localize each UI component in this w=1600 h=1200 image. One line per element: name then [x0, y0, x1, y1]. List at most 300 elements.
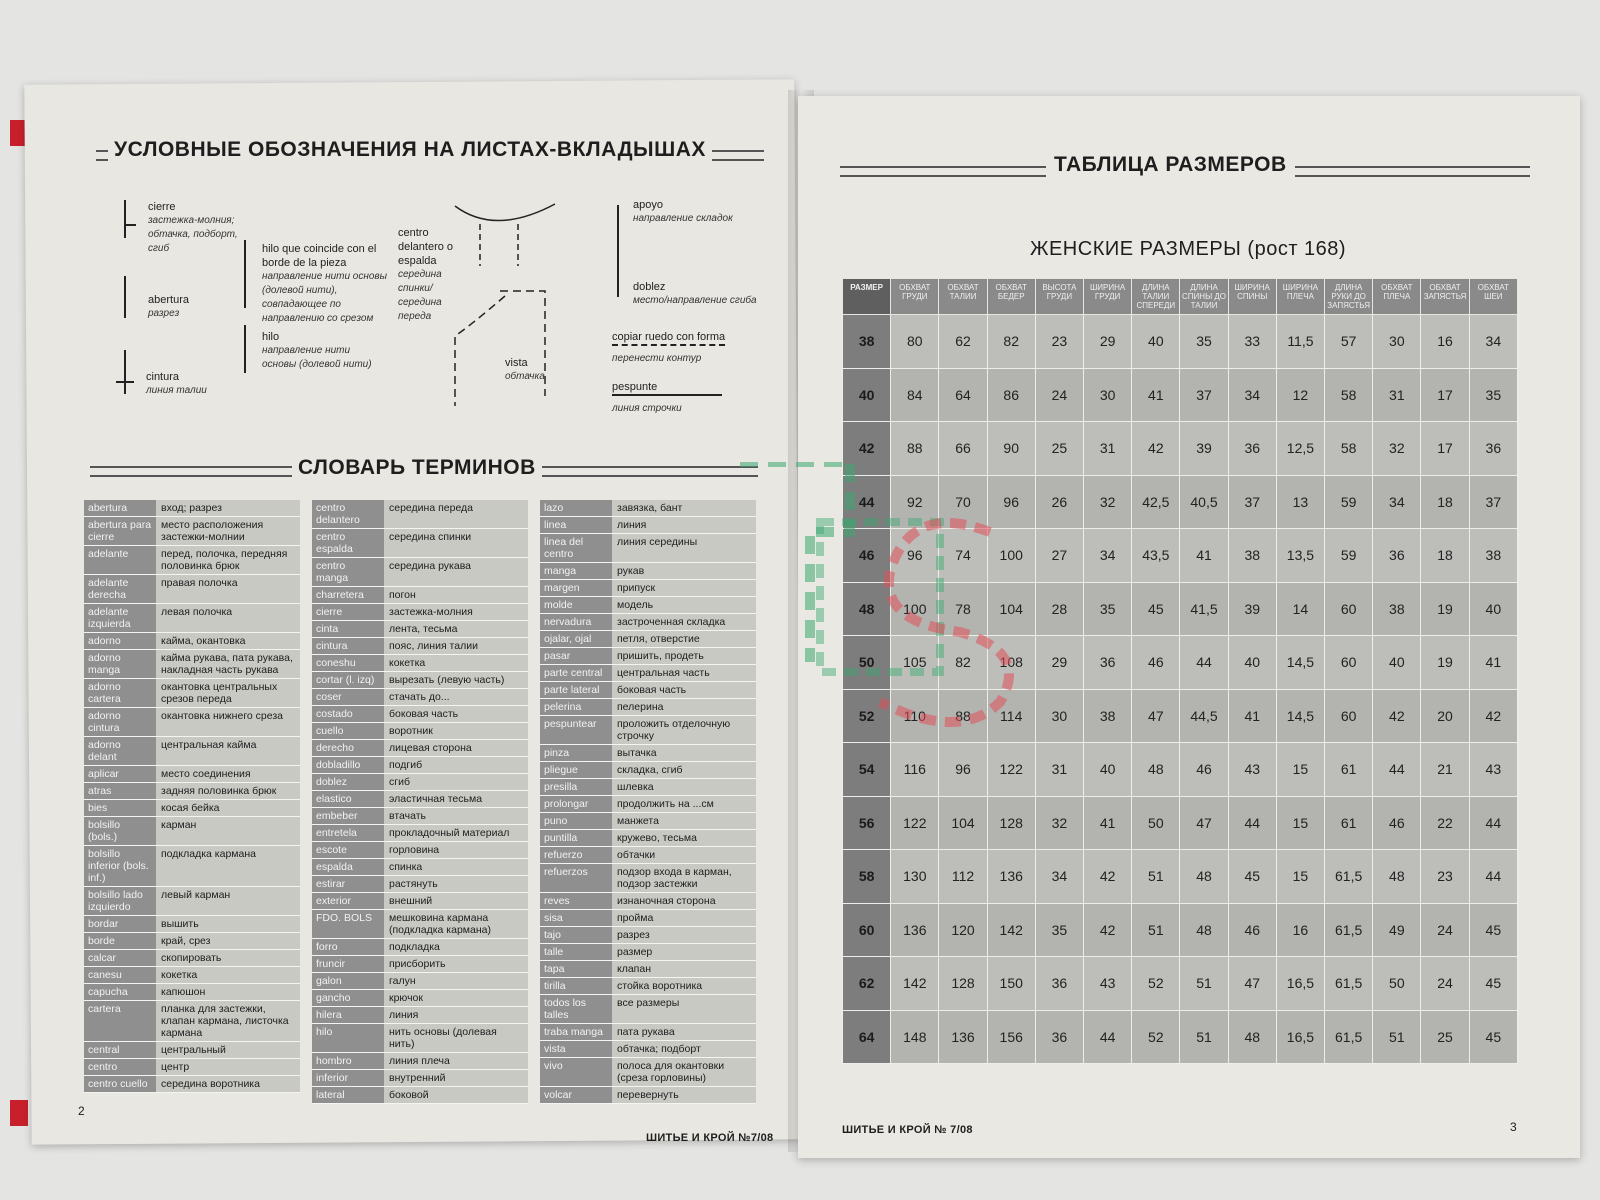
- glossary-entry: [540, 779, 756, 796]
- measurement-cell: 40: [1084, 743, 1132, 797]
- measurement-cell: 61,5: [1325, 1010, 1373, 1064]
- size-value: 42: [843, 422, 891, 476]
- measurement-cell: 27: [1035, 529, 1083, 583]
- legend-es-label: vista: [505, 357, 528, 369]
- glossary-term-ru: левая полочка: [156, 604, 300, 632]
- glossary-term-ru: горловина: [384, 842, 528, 858]
- glossary-term-es: cuello: [312, 723, 384, 739]
- measurement-cell: 58: [1325, 422, 1373, 476]
- measurement-cell: 36: [1084, 636, 1132, 690]
- measurement-cell: 34: [1035, 850, 1083, 904]
- measurement-cell: 36: [1035, 957, 1083, 1011]
- glossary-term-es: prolongar: [540, 796, 612, 812]
- size-table-column-header: ОБХВАТ ПЛЕЧА: [1373, 279, 1421, 315]
- measurement-cell: 34: [1373, 475, 1421, 529]
- measurement-cell: 110: [891, 689, 939, 743]
- measurement-cell: 61,5: [1325, 903, 1373, 957]
- measurement-cell: 40: [1132, 315, 1180, 369]
- measurement-cell: 122: [987, 743, 1035, 797]
- glossary-term-es: adelante izquierda: [84, 604, 156, 632]
- measurement-cell: 57: [1325, 315, 1373, 369]
- measurement-cell: 45: [1469, 1010, 1517, 1064]
- measurement-cell: 43,5: [1132, 529, 1180, 583]
- measurement-cell: 60: [1325, 689, 1373, 743]
- measurement-cell: 90: [987, 422, 1035, 476]
- measurement-cell: 44: [1469, 850, 1517, 904]
- glossary-entry: [312, 1070, 528, 1087]
- measurement-cell: 36: [1373, 529, 1421, 583]
- legend-es-label: hilo que coincide con el borde de la pieza: [262, 243, 377, 269]
- measurement-cell: 17: [1421, 422, 1469, 476]
- glossary-entry: [312, 587, 528, 604]
- measurement-cell: 136: [891, 903, 939, 957]
- glossary-entry: [312, 500, 528, 529]
- waist-symbol: [124, 350, 126, 394]
- measurement-cell: 29: [1035, 636, 1083, 690]
- glossary-entry: [84, 737, 300, 766]
- glossary-entry: [540, 580, 756, 597]
- opening-symbol: [124, 276, 126, 318]
- measurement-cell: 13,5: [1276, 529, 1324, 583]
- glossary-term-ru: середина рукава: [384, 558, 528, 586]
- legend-item-hilo: [262, 330, 380, 372]
- size-table-row: [843, 582, 1518, 636]
- measurement-cell: 24: [1035, 368, 1083, 422]
- size-table-column-header: ШИРИНА ПЛЕЧА: [1276, 279, 1324, 315]
- measurement-cell: 60: [1325, 582, 1373, 636]
- glossary-term-es: reves: [540, 893, 612, 909]
- measurement-cell: 38: [1373, 582, 1421, 636]
- glossary-term-es: hilera: [312, 1007, 384, 1023]
- glossary-term-es: abertura para cierre: [84, 517, 156, 545]
- measurement-cell: 44: [1373, 743, 1421, 797]
- size-table-row: [843, 796, 1518, 850]
- cover-edge-marker: [10, 1100, 28, 1126]
- measurement-cell: 47: [1228, 957, 1276, 1011]
- size-value: 64: [843, 1010, 891, 1064]
- glossary-term-es: molde: [540, 597, 612, 613]
- glossary-term-es: puntilla: [540, 830, 612, 846]
- measurement-cell: 40: [1228, 636, 1276, 690]
- glossary-term-es: adorno: [84, 633, 156, 649]
- measurement-cell: 88: [939, 689, 987, 743]
- page-number-right: 3: [1510, 1120, 1517, 1134]
- size-value: 62: [843, 957, 891, 1011]
- measurement-cell: 41: [1180, 529, 1228, 583]
- measurement-cell: 59: [1325, 529, 1373, 583]
- glossary-entry: [540, 1041, 756, 1058]
- legend-es-label: apoyo: [633, 199, 663, 211]
- glossary-term-ru: скопировать: [156, 950, 300, 966]
- size-table-column-header: ШИРИНА СПИНЫ: [1228, 279, 1276, 315]
- glossary-entry: [312, 893, 528, 910]
- measurement-cell: 50: [1132, 796, 1180, 850]
- measurement-cell: 35: [1084, 582, 1132, 636]
- glossary-term-ru: изнаночная сторона: [612, 893, 756, 909]
- glossary-term-ru: стойка воротника: [612, 978, 756, 994]
- measurement-cell: 44: [1180, 636, 1228, 690]
- glossary-term-es: cartera: [84, 1001, 156, 1041]
- size-table-column-header: ДЛИНА РУКИ ДО ЗАПЯСТЬЯ: [1325, 279, 1373, 315]
- glossary-entry: [312, 621, 528, 638]
- glossary-term-es: centro: [84, 1059, 156, 1075]
- glossary-term-ru: складка, сгиб: [612, 762, 756, 778]
- glossary-term-es: cintura: [312, 638, 384, 654]
- glossary-term-ru: погон: [384, 587, 528, 603]
- glossary-term-ru: лицевая сторона: [384, 740, 528, 756]
- measurement-cell: 46: [1180, 743, 1228, 797]
- glossary-term-es: cierre: [312, 604, 384, 620]
- glossary-entry: [84, 766, 300, 783]
- grain-line-symbol: [244, 325, 246, 373]
- glossary-entry: [312, 973, 528, 990]
- measurement-cell: 48: [1373, 850, 1421, 904]
- measurement-cell: 34: [1228, 368, 1276, 422]
- glossary-entry: [540, 1087, 756, 1104]
- measurement-cell: 40,5: [1180, 475, 1228, 529]
- glossary-term-ru: разрез: [612, 927, 756, 943]
- measurement-cell: 44: [1228, 796, 1276, 850]
- glossary-entry: [84, 575, 300, 604]
- glossary-entry: [312, 1087, 528, 1104]
- measurement-cell: 45: [1469, 903, 1517, 957]
- measurement-cell: 14,5: [1276, 689, 1324, 743]
- measurement-cell: 37: [1469, 475, 1517, 529]
- glossary-term-es: pelerina: [540, 699, 612, 715]
- glossary-term-ru: боковая часть: [384, 706, 528, 722]
- measurement-cell: 14: [1276, 582, 1324, 636]
- glossary-term-ru: продолжить на ...см: [612, 796, 756, 812]
- measurement-cell: 58: [1325, 368, 1373, 422]
- glossary-term-ru: линия: [612, 517, 756, 533]
- glossary-term-ru: застроченная складка: [612, 614, 756, 630]
- measurement-cell: 60: [1325, 636, 1373, 690]
- measurement-cell: 59: [1325, 475, 1373, 529]
- measurement-cell: 41: [1469, 636, 1517, 690]
- glossary-entry: [312, 529, 528, 558]
- measurement-cell: 35: [1180, 315, 1228, 369]
- glossary-term-es: volcar: [540, 1087, 612, 1103]
- measurement-cell: 40: [1373, 636, 1421, 690]
- glossary-term-ru: окантовка нижнего среза: [156, 708, 300, 736]
- glossary-term-ru: вышить: [156, 916, 300, 932]
- size-table-row: [843, 850, 1518, 904]
- measurement-cell: 21: [1421, 743, 1469, 797]
- measurement-cell: 15: [1276, 743, 1324, 797]
- glossary-entry: [84, 500, 300, 517]
- glossary-term-ru: центральная часть: [612, 665, 756, 681]
- glossary-entry: [540, 1058, 756, 1087]
- legend-es-label: cierre: [148, 201, 176, 213]
- glossary-entry: [540, 631, 756, 648]
- glossary-entry: [540, 563, 756, 580]
- glossary-entry: [84, 1059, 300, 1076]
- measurement-cell: 23: [1035, 315, 1083, 369]
- glossary-term-ru: обтачка; подборт: [612, 1041, 756, 1057]
- glossary-entry: [312, 1007, 528, 1024]
- measurement-cell: 78: [939, 582, 987, 636]
- measurement-cell: 24: [1421, 903, 1469, 957]
- size-value: 44: [843, 475, 891, 529]
- glossary-term-es: adelante: [84, 546, 156, 574]
- glossary-term-es: canesu: [84, 967, 156, 983]
- glossary-term-ru: размер: [612, 944, 756, 960]
- glossary-entry: [540, 995, 756, 1024]
- measurement-cell: 46: [1373, 796, 1421, 850]
- measurement-cell: 12: [1276, 368, 1324, 422]
- measurement-cell: 51: [1180, 957, 1228, 1011]
- legend-ru-label: направление нити основы (долевой нити): [262, 345, 372, 370]
- glossary-term-ru: правая полочка: [156, 575, 300, 603]
- glossary-term-es: FDO. BOLS: [312, 910, 384, 938]
- glossary-term-es: inferior: [312, 1070, 384, 1086]
- measurement-cell: 36: [1469, 422, 1517, 476]
- glossary-term-es: puno: [540, 813, 612, 829]
- measurement-cell: 31: [1373, 368, 1421, 422]
- measurement-cell: 11,5: [1276, 315, 1324, 369]
- measurement-cell: 120: [939, 903, 987, 957]
- measurement-cell: 36: [1035, 1010, 1083, 1064]
- glossary-entry: [84, 633, 300, 650]
- glossary-entry: [84, 604, 300, 633]
- measurement-cell: 52: [1132, 1010, 1180, 1064]
- glossary-term-es: hombro: [312, 1053, 384, 1069]
- glossary-term-es: vivo: [540, 1058, 612, 1086]
- measurement-cell: 28: [1035, 582, 1083, 636]
- measurement-cell: 44,5: [1180, 689, 1228, 743]
- measurement-cell: 61: [1325, 743, 1373, 797]
- size-table-header: [843, 279, 1518, 315]
- measurement-cell: 25: [1421, 1010, 1469, 1064]
- glossary-term-ru: пришить, продеть: [612, 648, 756, 664]
- glossary-term-es: bolsillo inferior (bols. inf.): [84, 846, 156, 886]
- size-table-title: ТАБЛИЦА РАЗМЕРОВ: [1046, 153, 1295, 177]
- legend-item-copiar-ru: [612, 352, 701, 366]
- glossary-entry: [540, 1024, 756, 1041]
- legend-item-cintura: [146, 370, 207, 398]
- measurement-cell: 51: [1180, 1010, 1228, 1064]
- glossary-term-es: bies: [84, 800, 156, 816]
- measurement-cell: 38: [1228, 529, 1276, 583]
- measurement-cell: 18: [1421, 529, 1469, 583]
- magazine-footer-left: ШИТЬЕ И КРОЙ №7/08: [646, 1132, 774, 1144]
- size-table-row: [843, 957, 1518, 1011]
- glossary-term-es: centro espalda: [312, 529, 384, 557]
- measurement-cell: 45: [1132, 582, 1180, 636]
- glossary-entry: [312, 604, 528, 621]
- glossary-entry: [84, 517, 300, 546]
- glossary-entry: [312, 1053, 528, 1070]
- measurement-cell: 47: [1132, 689, 1180, 743]
- measurement-cell: 20: [1421, 689, 1469, 743]
- glossary-term-ru: прокладочный материал: [384, 825, 528, 841]
- glossary-term-ru: припуск: [612, 580, 756, 596]
- size-value: 46: [843, 529, 891, 583]
- glossary-term-ru: середина воротника: [156, 1076, 300, 1092]
- glossary-entry: [540, 978, 756, 995]
- glossary-term-ru: линия плеча: [384, 1053, 528, 1069]
- grain-arrow-symbol: [244, 240, 246, 308]
- glossary-term-ru: центральный: [156, 1042, 300, 1058]
- size-value: 38: [843, 315, 891, 369]
- glossary-term-es: centro cuello: [84, 1076, 156, 1092]
- measurement-cell: 40: [1469, 582, 1517, 636]
- glossary-term-es: cortar (l. izq): [312, 672, 384, 688]
- size-table-row: [843, 475, 1518, 529]
- glossary-entry: [84, 967, 300, 984]
- legend-item-vista: [505, 356, 545, 384]
- glossary-term-ru: кайма, окантовка: [156, 633, 300, 649]
- measurement-cell: 42: [1373, 689, 1421, 743]
- measurement-cell: 122: [891, 796, 939, 850]
- glossary-term-es: doblez: [312, 774, 384, 790]
- measurement-cell: 25: [1035, 422, 1083, 476]
- measurement-cell: 38: [1469, 529, 1517, 583]
- legend-ru-label: направление складок: [633, 213, 733, 224]
- measurement-cell: 39: [1228, 582, 1276, 636]
- glossary-entry: [540, 893, 756, 910]
- glossary-entry: [540, 716, 756, 745]
- size-table-column-header: ШИРИНА ГРУДИ: [1084, 279, 1132, 315]
- measurement-cell: 156: [987, 1010, 1035, 1064]
- page-number-left: 2: [78, 1104, 85, 1118]
- glossary-term-ru: мешковина кармана (подкладка кармана): [384, 910, 528, 938]
- size-table-column-header: ДЛИНА СПИНЫ ДО ТАЛИИ: [1180, 279, 1228, 315]
- size-value: 52: [843, 689, 891, 743]
- glossary-term-ru: внутренний: [384, 1070, 528, 1086]
- glossary-term-ru: место соединения: [156, 766, 300, 782]
- measurement-cell: 24: [1421, 957, 1469, 1011]
- glossary-term-ru: модель: [612, 597, 756, 613]
- measurement-cell: 26: [1035, 475, 1083, 529]
- glossary-term-ru: кружево, тесьма: [612, 830, 756, 846]
- glossary-entry: [540, 682, 756, 699]
- glossary-entry: [84, 1042, 300, 1059]
- glossary-term-es: talle: [540, 944, 612, 960]
- glossary-term-es: estirar: [312, 876, 384, 892]
- legend-item-apoyo: [633, 198, 733, 226]
- glossary-term-es: atras: [84, 783, 156, 799]
- glossary-term-es: charretera: [312, 587, 384, 603]
- measurement-cell: 136: [939, 1010, 987, 1064]
- glossary-term-ru: завязка, бант: [612, 500, 756, 516]
- glossary-term-es: forro: [312, 939, 384, 955]
- measurement-cell: 36: [1228, 422, 1276, 476]
- legend-item-abertura: [148, 293, 189, 321]
- legend-ru-label: застежка-молния; обтачка, подборт, сгиб: [148, 215, 238, 254]
- measurement-cell: 43: [1469, 743, 1517, 797]
- legend-ru-label: линия строчки: [612, 403, 682, 414]
- glossary-term-ru: пояс, линия талии: [384, 638, 528, 654]
- glossary-entry: [312, 689, 528, 706]
- glossary-entry: [540, 927, 756, 944]
- glossary-term-ru: все размеры: [612, 995, 756, 1023]
- glossary-column-3: [540, 500, 756, 1104]
- measurement-cell: 42: [1084, 850, 1132, 904]
- measurement-cell: 42: [1132, 422, 1180, 476]
- legend-ru-label: линия талии: [146, 385, 207, 396]
- measurement-cell: 96: [987, 475, 1035, 529]
- legend-ru-label: перенести контур: [612, 353, 702, 364]
- glossary-term-ru: внешний: [384, 893, 528, 909]
- waist-symbol-cross: [116, 381, 134, 383]
- measurement-cell: 15: [1276, 850, 1324, 904]
- glossary-term-es: costado: [312, 706, 384, 722]
- glossary-entry: [84, 650, 300, 679]
- glossary-term-ru: кокетка: [384, 655, 528, 671]
- measurement-cell: 108: [987, 636, 1035, 690]
- glossary-term-es: todos los talles: [540, 995, 612, 1023]
- measurement-cell: 74: [939, 529, 987, 583]
- glossary-term-es: sisa: [540, 910, 612, 926]
- glossary-term-es: pespuntear: [540, 716, 612, 744]
- measurement-cell: 49: [1373, 903, 1421, 957]
- glossary-term-ru: перед, полочка, передняя половинка брюк: [156, 546, 300, 574]
- measurement-cell: 84: [891, 368, 939, 422]
- glossary-term-es: derecho: [312, 740, 384, 756]
- measurement-cell: 46: [1228, 903, 1276, 957]
- glossary-entry: [312, 757, 528, 774]
- glossary-entry: [312, 740, 528, 757]
- glossary-term-ru: место расположения застежки-молнии: [156, 517, 300, 545]
- measurement-cell: 80: [891, 315, 939, 369]
- measurement-cell: 142: [891, 957, 939, 1011]
- glossary-term-ru: карман: [156, 817, 300, 845]
- legend-es-label: centro delantero o espalda: [398, 227, 454, 267]
- glossary-term-ru: перевернуть: [612, 1087, 756, 1103]
- glossary-term-ru: пройма: [612, 910, 756, 926]
- glossary-term-ru: стачать до...: [384, 689, 528, 705]
- size-table-row: [843, 903, 1518, 957]
- legend-ru-label: середина спинки/ середина переда: [398, 269, 442, 322]
- glossary-term-es: hilo: [312, 1024, 384, 1052]
- measurement-cell: 42: [1084, 903, 1132, 957]
- glossary-term-ru: край, срез: [156, 933, 300, 949]
- measurement-cell: 64: [939, 368, 987, 422]
- glossary-term-ru: вытачка: [612, 745, 756, 761]
- glossary-term-ru: кокетка: [156, 967, 300, 983]
- glossary-entry: [312, 956, 528, 973]
- glossary-entry: [540, 847, 756, 864]
- glossary-term-ru: лента, тесьма: [384, 621, 528, 637]
- glossary-term-ru: боковой: [384, 1087, 528, 1103]
- size-table-column-header: ОБХВАТ БЕДЕР: [987, 279, 1035, 315]
- glossary-entry: [540, 830, 756, 847]
- glossary-term-ru: подгиб: [384, 757, 528, 773]
- measurement-cell: 35: [1469, 368, 1517, 422]
- glossary-term-es: entretela: [312, 825, 384, 841]
- measurement-cell: 41: [1084, 796, 1132, 850]
- measurement-cell: 17: [1421, 368, 1469, 422]
- glossary-term-es: coneshu: [312, 655, 384, 671]
- glossary-entry: [84, 846, 300, 887]
- glossary-term-es: gancho: [312, 990, 384, 1006]
- glossary-entry: [540, 762, 756, 779]
- measurement-cell: 16,5: [1276, 1010, 1324, 1064]
- legend-item-hilo-borde: [262, 242, 388, 326]
- glossary-entry: [312, 791, 528, 808]
- glossary-term-es: nervadura: [540, 614, 612, 630]
- glossary-term-es: abertura: [84, 500, 156, 516]
- glossary-term-ru: косая бейка: [156, 800, 300, 816]
- size-table-column-header: ВЫСОТА ГРУДИ: [1035, 279, 1083, 315]
- measurement-cell: 100: [891, 582, 939, 636]
- glossary-term-es: escote: [312, 842, 384, 858]
- measurement-cell: 30: [1035, 689, 1083, 743]
- glossary-term-ru: шлевка: [612, 779, 756, 795]
- size-value: 40: [843, 368, 891, 422]
- glossary-term-ru: вырезать (левую часть): [384, 672, 528, 688]
